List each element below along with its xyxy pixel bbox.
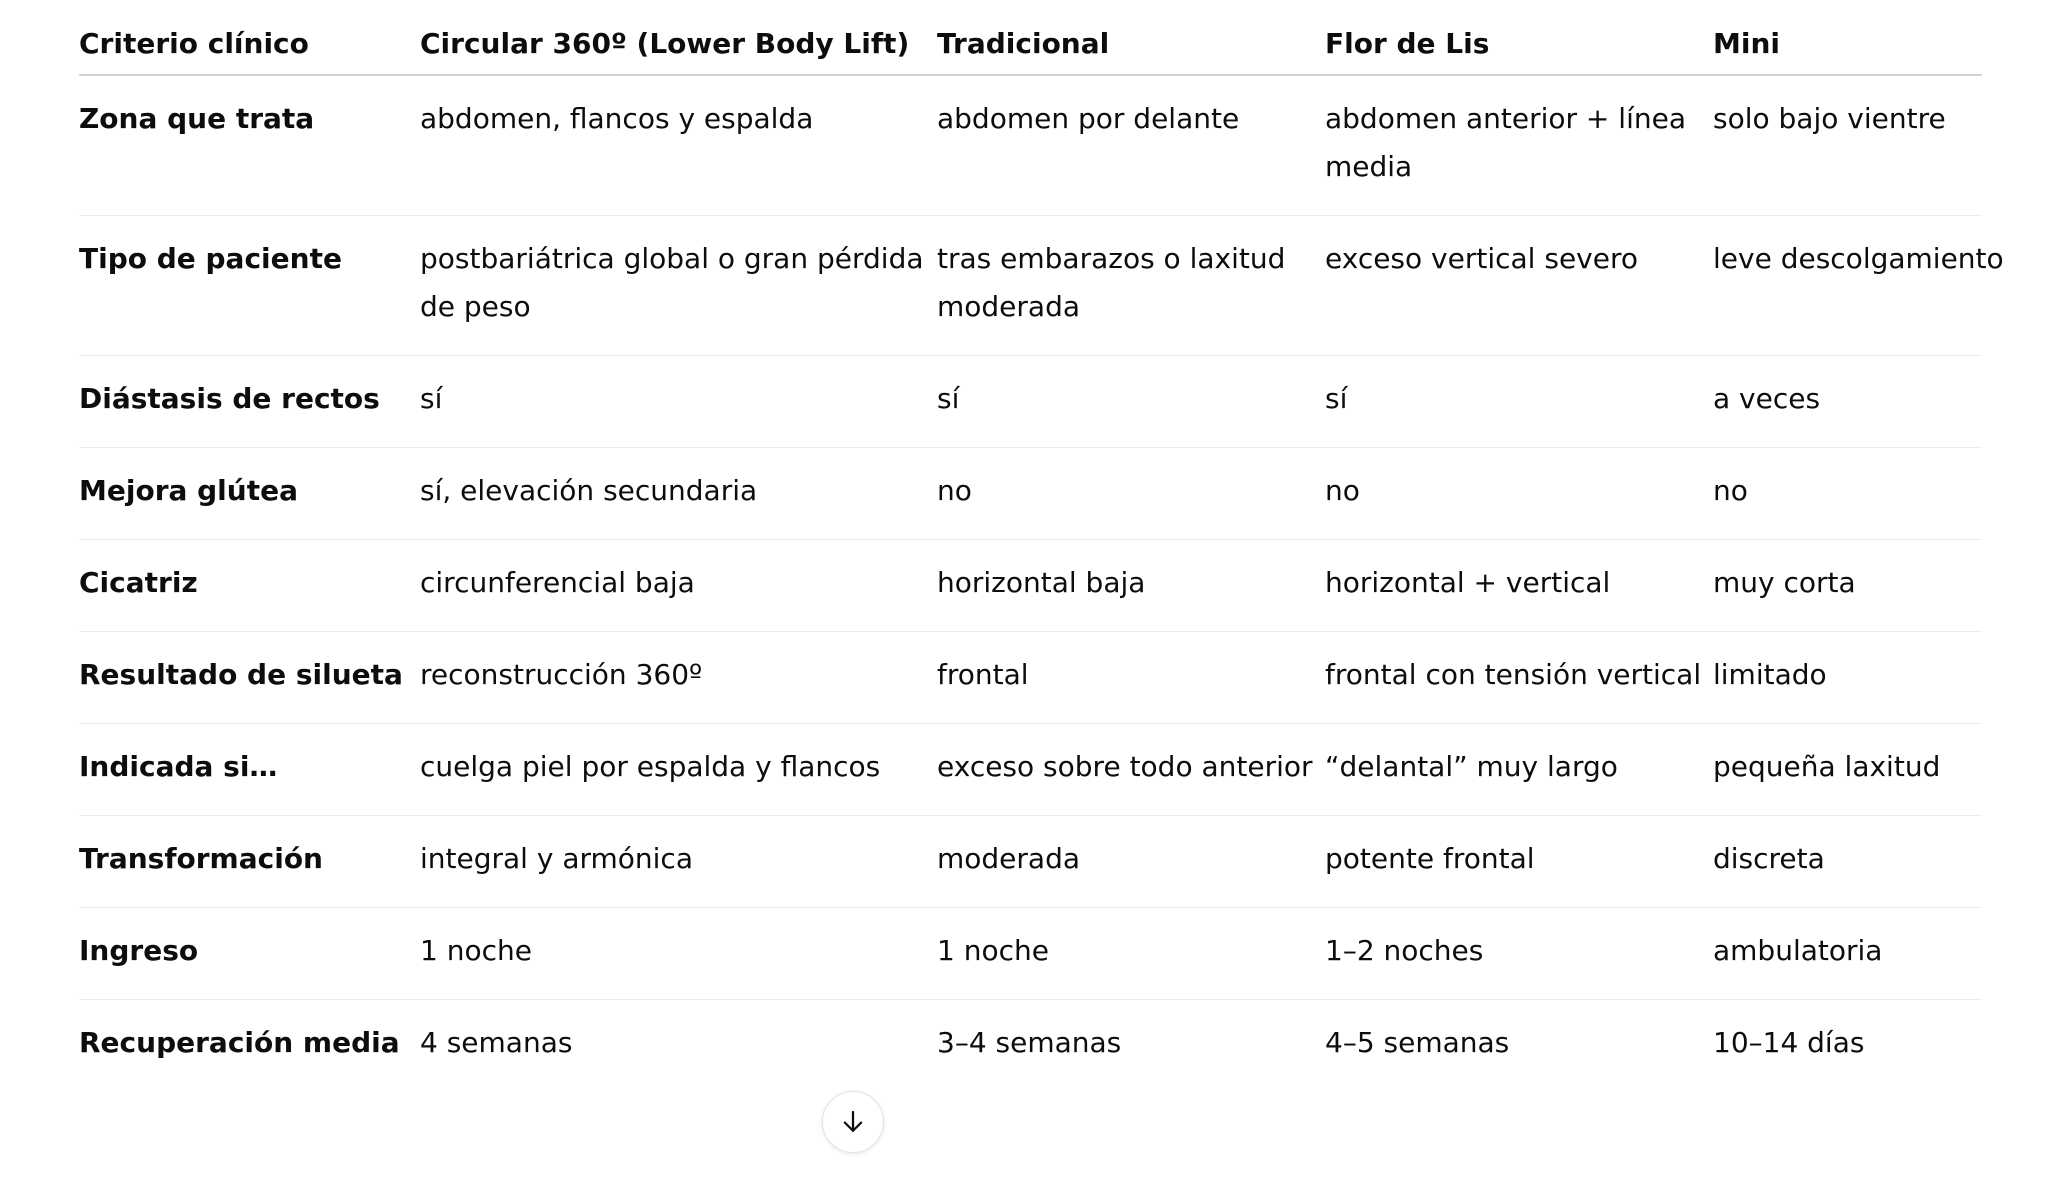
table-body <box>79 75 2004 1091</box>
table-cell: horizontal + vertical <box>1325 540 1713 632</box>
table-cell: solo bajo vientre <box>1713 75 1982 216</box>
table-cell: exceso sobre todo anterior <box>937 724 1325 816</box>
header-criterio: Criterio clínico <box>79 20 420 75</box>
table-row <box>79 356 1982 448</box>
table-cell: sí, elevación secundaria <box>420 448 937 540</box>
table-row <box>79 216 1982 356</box>
comparison-table <box>79 20 2004 1091</box>
table-cell: sí <box>937 356 1325 448</box>
row-label: Zona que trata <box>79 75 420 216</box>
table-cell: postbariátrica global o gran pérdida de peso <box>420 216 937 356</box>
row-label: Resultado de silueta <box>79 632 420 724</box>
table-cell: integral y armónica <box>420 816 937 908</box>
table-cell: 1–2 noches <box>1325 908 1713 1000</box>
row-label: Mejora glútea <box>79 448 420 540</box>
table-cell: pequeña laxitud <box>1713 724 1982 816</box>
row-label: Ingreso <box>79 908 420 1000</box>
header-mini: Mini <box>1713 20 1982 75</box>
table-cell: discreta <box>1713 816 1982 908</box>
table-cell: cuelga piel por espalda y flancos <box>420 724 937 816</box>
table-cell: no <box>937 448 1325 540</box>
table-cell: frontal <box>937 632 1325 724</box>
table-cell: ambulatoria <box>1713 908 1982 1000</box>
table-cell: limitado <box>1713 632 1982 724</box>
table-cell: 10–14 días <box>1713 1026 1865 1059</box>
scroll-to-bottom-button[interactable] <box>822 1091 884 1153</box>
row-label: Cicatriz <box>79 540 420 632</box>
table-cell: a veces <box>1713 356 1982 448</box>
table-cell: sí <box>1325 356 1713 448</box>
table-cell: exceso vertical severo <box>1325 216 1713 356</box>
table-cell: abdomen anterior + línea media <box>1325 75 1713 216</box>
table-row <box>79 1000 1982 1092</box>
table-cell: potente frontal <box>1325 816 1713 908</box>
row-label: Recuperación media <box>79 1026 400 1059</box>
table-cell: tras embarazos o laxitud moderada <box>937 216 1325 356</box>
table-cell: sí <box>420 356 937 448</box>
table-cell: horizontal baja <box>937 540 1325 632</box>
table-cell: no <box>1325 448 1713 540</box>
row-label: Indicada si… <box>79 724 420 816</box>
header-flor-de-lis: Flor de Lis <box>1325 20 1713 75</box>
table-header <box>79 20 1982 75</box>
table-cell: “delantal” muy largo <box>1325 724 1713 816</box>
header-row <box>79 20 1982 75</box>
table-cell: reconstrucción 360º <box>420 632 937 724</box>
arrow-down-icon <box>838 1107 868 1137</box>
table-cell: abdomen por delante <box>937 75 1325 216</box>
row-label: Diástasis de rectos <box>79 356 420 448</box>
table-row <box>79 632 1982 724</box>
table-row <box>79 908 1982 1000</box>
table-row <box>79 816 1982 908</box>
table-row <box>79 448 1982 540</box>
table-cell: 1 noche <box>937 908 1325 1000</box>
table-cell: leve descolgamiento <box>1713 216 1982 356</box>
table-cell: 3–4 semanas <box>937 1026 1122 1059</box>
table-row <box>79 540 1982 632</box>
table-cell: 1 noche <box>420 908 937 1000</box>
row-label: Transformación <box>79 816 420 908</box>
table-cell: frontal con tensión vertical <box>1325 632 1713 724</box>
table-cell: 4 semanas <box>420 1026 573 1059</box>
table-cell: no <box>1713 448 1982 540</box>
table-cell: 4–5 semanas <box>1325 1026 1510 1059</box>
table-cell: circunferencial baja <box>420 540 937 632</box>
table-row <box>79 75 1982 216</box>
table-cell: abdomen, flancos y espalda <box>420 75 937 216</box>
header-tradicional: Tradicional <box>937 20 1325 75</box>
table-row <box>79 724 1982 816</box>
row-label: Tipo de paciente <box>79 216 420 356</box>
header-circular-360: Circular 360º (Lower Body Lift) <box>420 20 937 75</box>
table-cell: muy corta <box>1713 540 1982 632</box>
table-cell: moderada <box>937 816 1325 908</box>
